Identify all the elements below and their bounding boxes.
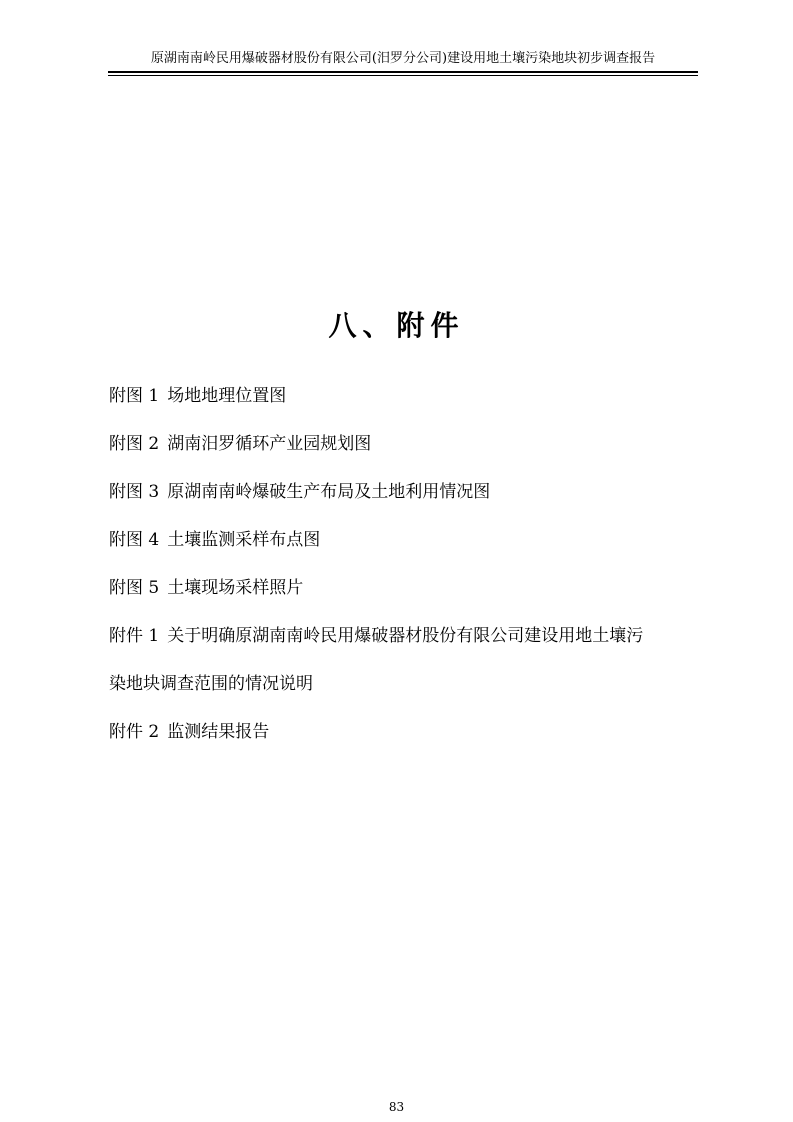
attachment-label: 附图 4: [109, 530, 160, 550]
page-number: 83: [388, 1100, 405, 1114]
attachment-label: 附件 2: [109, 722, 160, 742]
attachment-item: [109, 525, 699, 573]
attachment-item-continuation: [109, 669, 699, 717]
attachment-item: [109, 381, 699, 429]
attachment-label: 附图 1: [109, 386, 160, 406]
attachment-label: 附件 1: [109, 626, 160, 646]
header-rule-thin: [108, 75, 698, 76]
attachment-item: [109, 429, 699, 477]
attachment-label: 附图 3: [109, 482, 160, 502]
attachment-title: 监测结果报告: [167, 722, 270, 742]
attachment-item: [109, 717, 699, 765]
attachment-item: [109, 477, 699, 525]
attachment-title: 原湖南南岭爆破生产布局及土地利用情况图: [167, 482, 491, 502]
header-rule-thick: [108, 71, 698, 73]
attachment-title: 场地地理位置图: [167, 386, 287, 406]
attachment-title: 关于明确原湖南南岭民用爆破器材股份有限公司建设用地土壤污: [167, 626, 644, 646]
attachment-list: [109, 381, 699, 765]
attachment-item: [109, 621, 699, 669]
section-title: 八、附件: [328, 309, 465, 342]
attachment-label: 附图 2: [109, 434, 160, 454]
attachment-title: 土壤现场采样照片: [167, 578, 304, 598]
attachment-title-continuation: 染地块调查范围的情况说明: [109, 674, 313, 694]
attachment-label: 附图 5: [109, 578, 160, 598]
attachment-item: [109, 573, 699, 621]
attachment-title: 湖南汨罗循环产业园规划图: [167, 434, 372, 454]
running-header: 原湖南南岭民用爆破器材股份有限公司(汨罗分公司)建设用地土壤污染地块初步调查报告: [150, 51, 656, 66]
attachment-title: 土壤监测采样布点图: [167, 530, 321, 550]
